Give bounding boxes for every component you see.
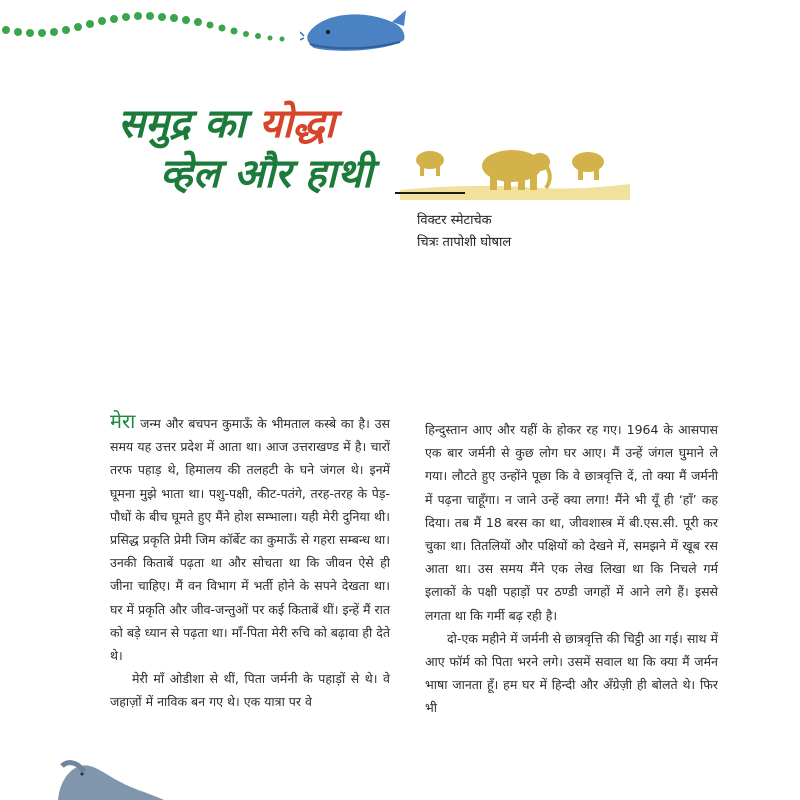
drop-word: मेरा	[110, 409, 136, 433]
dotted-trail-decoration	[0, 0, 300, 50]
elephants-icon	[400, 140, 630, 200]
paragraph: हिन्दुस्तान आए और यहीं के होकर रह गए। 1964 के आसपास एक बार जर्मनी से कुछ लोग घर आए। मैं उन्हें जंगल घुमाने ले गया। लौटते हुए उन्होंने पूछा कि वे छात्रवृत्ति दें, तो क्या मैं जर्मनी में पढ़ना चाहूँगा। न जाने उन्हें क्या लगा! मैंने भी यूँ ही ‘हाँ’ कह दिया। तब मैं 18 बरस का था, जीवशास्त्र में बी.एस.सी. पूरी कर चुका था। तितलियों और पक्षियों को देखने में, समझने में खूब रस आता था। उस समय मैंने एक लेख लिखा था कि निचले गर्म इलाकों के पक्षी पहाड़ों पर ठण्डी जगहों में आने लगे हैं। इससे लगता था कि गर्मी बढ़ रही है।	[425, 422, 718, 623]
article-column-right	[425, 418, 718, 720]
whale-bottom-icon	[54, 752, 164, 800]
article-column-left	[110, 410, 390, 714]
credits	[417, 210, 511, 254]
author-name: विक्टर स्मेटाचेक	[417, 213, 492, 228]
paragraph: मेरी माँ ओडीशा से थीं, पिता जर्मनी के पहाड़ों से थे। वे जहाज़ों में नाविक बन गए थे। एक यात्रा पर वे	[110, 671, 390, 710]
paragraph-text: जन्म और बचपन कुमाऊँ के भीमताल कस्बे का है। उस समय यह उत्तर प्रदेश में आता था। आज उत्तराखण्ड में है। चारों तरफ पहाड़ थे, हिमालय की तलहटी के घने जंगल थे। इनमें घूमना मुझे भाता था। पशु-पक्षी, कीट-पतंगे, तरह-तरह के पेड़-पौधों के बीच घूमते हुए मैंने होश सम्भाला। यही मेरी दुनिया थी। प्रसिद्ध प्रकृति प्रेमी जिम कॉर्बेट का कुमाऊँ से गहरा सम्बन्ध था। उनकी किताबें पढ़ता था और सोचता था कि जीवन ऐसे ही जीना चाहिए। मैं वन विभाग में भर्ती होने के सपने देखता था। घर में प्रकृति और जीव-जन्तुओं पर कई किताबें थीं। इन्हें मैं रात को बड़े ध्यान से पढ़ता था। माँ-पिता मेरी रुचि को बढ़ावा ही देते थे।	[110, 416, 390, 664]
whale-icon	[300, 4, 410, 56]
title-line-2: व्हेल और हाथी	[160, 150, 373, 197]
title-underline	[395, 192, 465, 194]
title-line-1-accent: योद्धा	[259, 100, 336, 147]
paragraph	[110, 410, 390, 667]
paragraph: दो-एक महीने में जर्मनी से छात्रवृत्ति की चिट्ठी आ गई। साथ में आए फॉर्म को पिता भरने लगे। उसमें सवाल था कि क्या मैं जर्मन भाषा जानता हूँ। हम घर में हिन्दी और अँग्रेज़ी ही बोलते थे। फिर भी	[425, 630, 718, 716]
title-line-1-text: समुद्र का	[118, 100, 260, 147]
title-line-1	[118, 100, 335, 148]
illustrator-credit: चित्रः तापोशी घोषाल	[417, 235, 512, 250]
